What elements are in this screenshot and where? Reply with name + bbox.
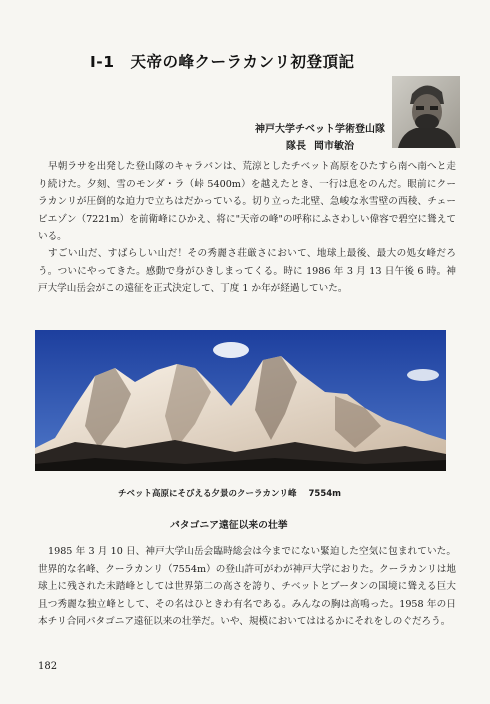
paragraph-permit: 1985 年 3 月 10 日、神戸大学山岳会臨時総会は今までにない緊迫した空気に包まれていた。世界的な名峰、クーラカンリ（7554m）の登山許可がわが神戸大学におりた。クーラカンリは地球上に残された未踏峰としては世界第二の高さを誇り、チベットとブータンの国境に聳える巨大且つ秀麗な独立峰として、その名はひときわ有名である。みんなの胸は高鳴った。1958 年の日本チリ合同パタゴニア遠征以来の壮挙だ。いや、規模においてははるかにそれをしのぐだろう。 (38, 546, 456, 628)
author-name: 岡市敏治 (314, 141, 354, 152)
section-heading: パタゴニア遠征以来の壮挙 (170, 520, 288, 531)
page-title: Ⅰ-1 天帝の峰クーラカンリ初登頂記 (90, 53, 355, 71)
photo-caption-altitude: 7554m (308, 489, 342, 499)
photo-caption (118, 487, 398, 499)
author-affiliation: 神戸大学チベット学術登山隊 (255, 124, 385, 135)
photo-caption-text: チベット高原にそびえる夕景のクーラカンリ峰 (118, 489, 297, 499)
mountain-photo (35, 330, 446, 471)
author-line (286, 137, 362, 152)
author-role: 隊長 (286, 141, 306, 152)
author-portrait-photo (392, 76, 460, 148)
page-number: 182 (38, 661, 58, 672)
paragraph-intro: 早朝ラサを出発した登山隊のキャラバンは、荒涼としたチベット高原をひたすら南へ南へと走り続けた。夕刻、雪のモンダ・ラ（峠 5400m）を越えたとき、一行は息をのんだ。眼前にクーラカンリが圧倒的な迫力で立ちはだかっている。切り立った北壁、急峻な氷雪壁の西稜、チェービエゾン（7221m）を前衛峰にひかえ、将に"天帝の峰"の呼称にふさわしい偉容で碧空に聳えている。 (38, 161, 456, 243)
paragraph-arrival: すごい山だ、すばらしい山だ！その秀麗さ荘厳さにおいて、地球上最後、最大の処女峰だろう。ついにやってきた。感動で身がひきしまってくる。時に 1986 年 3 月 13 日午後 6 時。神戸大学山岳会がこの遠征を正式決定して、丁度 1 か年が経過していた。 (38, 248, 456, 295)
